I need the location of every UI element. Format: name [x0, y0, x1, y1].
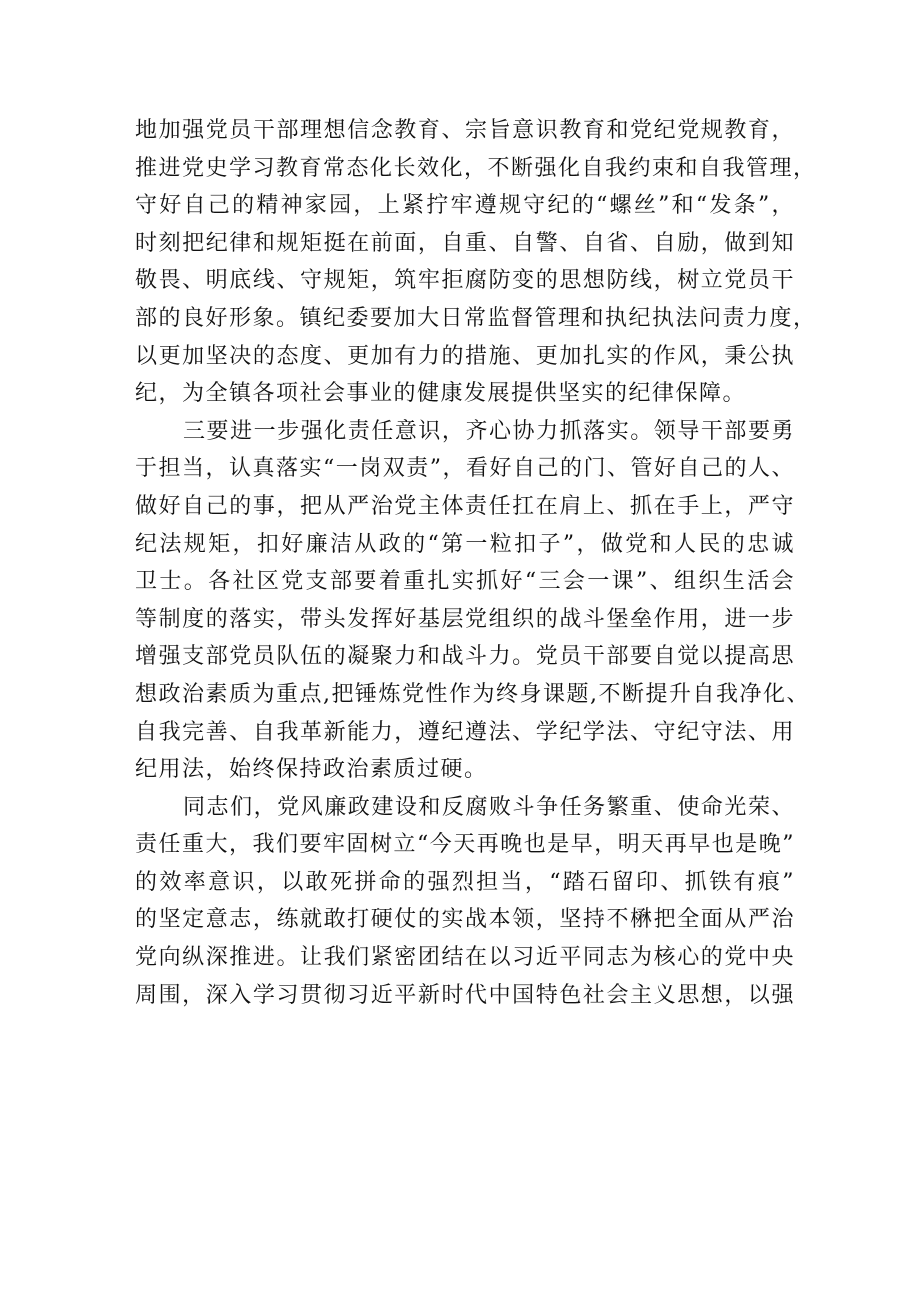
text-line: 卫士。各社区党支部要着重扎实抓好“三会一课”、组织生活会	[135, 569, 795, 595]
text-line: 地加强党员干部理想信念教育、宗旨意识教育和党纪党规教育，	[135, 118, 795, 143]
text-line: 党向纵深推进。让我们紧密团结在以习近平同志为核心的党中央	[135, 945, 795, 971]
text-line: 以更加坚决的态度、更加有力的措施、更加扎实的作风，秉公执	[135, 343, 795, 369]
text-line: 推进党史学习教育常态化长效化，不断强化自我约束和自我管理，	[135, 155, 817, 181]
paragraph-first-line: 三要进一步强化责任意识，齐心协力抓落实。领导干部要勇	[183, 418, 795, 444]
text-line: 增强支部党员队伍的凝聚力和战斗力。党员干部要自觉以提高思	[135, 644, 795, 670]
text-line: 守好自己的精神家园，上紧拧牢遵规守纪的“螺丝”和“发条”，	[135, 193, 795, 219]
body-text	[135, 112, 817, 1014]
paragraph-first-line: 同志们，党风廉政建设和反腐败斗争任务繁重、使命光荣、	[183, 794, 795, 820]
text-line: 做好自己的事，把从严治党主体责任扛在肩上、抓在手上，严守	[135, 493, 795, 519]
text-line: 纪用法，始终保持政治素质过硬。	[135, 757, 488, 783]
text-line: 的效率意识，以敢死拼命的强烈担当，“踏石留印、抓铁有痕”	[135, 869, 795, 895]
text-line: 责任重大，我们要牢固树立“今天再晚也是早，明天再早也是晚”	[135, 832, 795, 858]
text-line: 的坚定意志，练就敢打硬仗的实战本领，坚持不楙把全面从严治	[135, 907, 795, 933]
text-line: 周围，深入学习贯彻习近平新时代中国特色社会主义思想，以强	[135, 982, 795, 1008]
text-line: 想政治素质为重点,把锤炼党性作为终身课题,不断提升自我净化、	[135, 681, 810, 707]
text-line: 于担当，认真落实“一岗双责”，看好自己的门、管好自己的人、	[135, 456, 795, 482]
text-line: 等制度的落实，带头发挥好基层党组织的战斗堡垒作用，进一步	[135, 606, 795, 632]
text-line: 纪法规矩，扣好廉洁从政的“第一粒扣子”，做党和人民的忠诚	[135, 531, 795, 557]
text-line: 部的良好形象。镇纪委要加大日常监督管理和执纪执法问责力度，	[135, 305, 817, 331]
text-line: 时刻把纪律和规矩挺在前面，自重、自警、自省、自励，做到知	[135, 230, 795, 256]
text-line: 自我完善、自我革新能力，遵纪遵法、学纪学法、守纪守法、用	[135, 719, 795, 745]
text-line: 纪，为全镇各项社会事业的健康发展提供坚实的纪律保障。	[135, 381, 747, 407]
text-line: 敬畏、明底线、守规矩，筑牢拒腐防变的思想防线，树立党员干	[135, 268, 795, 294]
